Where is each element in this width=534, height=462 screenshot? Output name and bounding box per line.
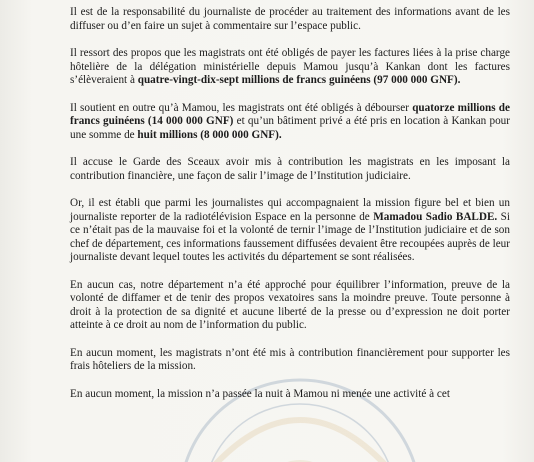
- bold-text: quatre-vingt-dix-sept millions de francs guinéens (97 000 000 GNF).: [137, 74, 461, 86]
- paragraph-1: [70, 6, 510, 33]
- bold-text: quatorze millions de francs guinéens (14 000 000 GNF): [70, 101, 510, 127]
- bold-text: huit millions (8 000 000 GNF).: [137, 128, 282, 141]
- paragraph-6: [70, 279, 510, 333]
- paragraph-3: [70, 102, 510, 143]
- text: En aucun moment, les magistrats n’ont été mis à contribution financièrement pour supporter les frais hôteliers de la mission.: [70, 346, 510, 372]
- paragraph-8: [70, 388, 510, 402]
- text: Il ressort des propos que les magistrats ont été obligés de payer les factures liées à la prise charge hôtelière de la délégation ministérielle depuis Mamou jusqu’à Kankan dont les factures s’élèveraient à: [70, 47, 510, 86]
- text: Si ce n’était pas de la mauvaise foi et la volonté de ternir l’image de l’Institution judiciaire et de son chef de département, ces informations faussement diffusées devaient être recoupées auprès de leur journaliste devant lequel toutes les activités du département se sont réalisées.: [70, 210, 510, 263]
- text: Il soutient en outre qu’à Mamou, les magistrats ont été obligés à débourser: [70, 101, 413, 114]
- text: Or, il est établi que parmi les journalistes qui accompagnaient la mission figure bel et bien un journaliste reporter de la radiotélévision Espace en la personne de: [70, 197, 510, 223]
- paragraph-7: [70, 347, 510, 374]
- text: et qu’un bâtiment privé a été pris en location à Kankan pour une somme de: [70, 115, 511, 141]
- text: En aucun cas, notre département n’a été approché pour équilibrer l’information, preuve de la volonté de diffamer et de tenir des propos vexatoires sans la moindre preuve. Toute personne à droit à la protection de sa dignité et aucune liberté de la presse ou d’expression ne doit porter atteinte à ce droit au nom de l’information du public.: [70, 278, 510, 331]
- bold-text: Mamadou Sadio BALDE.: [373, 210, 498, 223]
- paragraph-4: [70, 156, 510, 183]
- document-body: [70, 6, 510, 415]
- text: Il accuse le Garde des Sceaux avoir mis à contribution les magistrats en les imposant la contribution financière, une façon de salir l’image de l’Institution judiciaire.: [70, 156, 510, 182]
- paragraph-5: [70, 197, 510, 265]
- text: Il est de la responsabilité du journaliste de procéder au traitement des informations avant de les diffuser ou d’en faire un sujet à commentaire sur l’espace public.: [70, 6, 510, 32]
- paragraph-2: [70, 47, 510, 88]
- text: En aucun moment, la mission n’a passée la nuit à Mamou ni menée une activité à cet: [70, 387, 450, 400]
